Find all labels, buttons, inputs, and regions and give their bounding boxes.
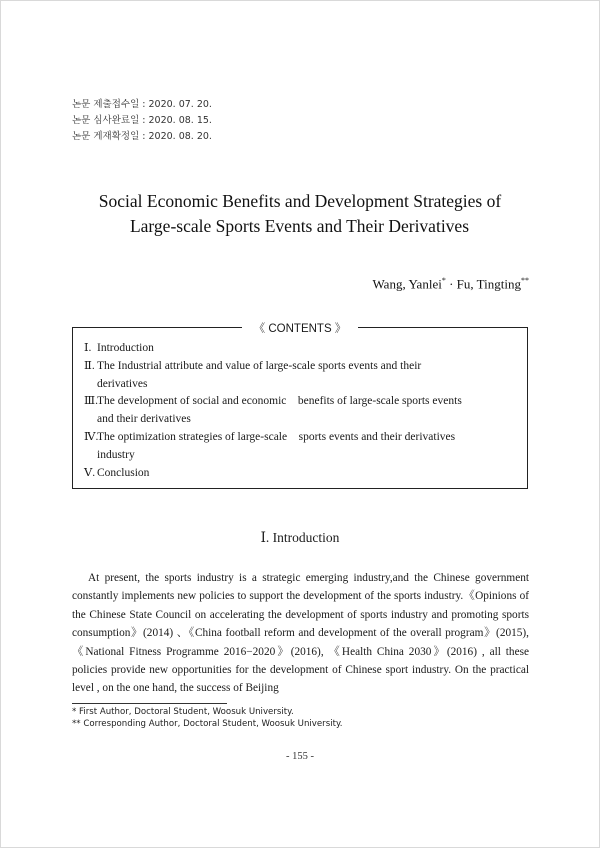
toc-item-text-continued: and their derivatives <box>97 413 191 426</box>
toc-item-text: The development of social and economic benefits of large-scale sports events <box>97 395 462 408</box>
date-received: 논문 제출접수일 : 2020. 07. 20. <box>72 99 212 110</box>
footnote-corresponding-author: ** Corresponding Author, Doctoral Student, Woosuk University. <box>72 718 343 729</box>
toc-item-number: Ⅴ. <box>84 466 96 479</box>
author-first: Wang, Yanlei <box>372 276 442 292</box>
author-separator: · <box>445 276 457 292</box>
toc-item-social-economic-development[interactable] <box>84 393 524 429</box>
submission-dates <box>72 97 212 145</box>
date-accepted: 논문 게재확정일 : 2020. 08. 20. <box>72 131 212 142</box>
section-heading-introduction: Ⅰ. Introduction <box>260 530 340 545</box>
paper-title-line-2: Large-scale Sports Events and Their Derivatives <box>129 216 470 236</box>
toc-item-text-continued: industry <box>97 448 135 461</box>
page-number: - 155 - <box>286 751 314 762</box>
footnotes <box>72 707 343 730</box>
body-paragraph: At present, the sports industry is a strategic emerging industry,and the Chinese government constantly implements new policies to support the development of the sports industry.《Opinions of the Chinese State Council on accelerating the development of sports industry and promoting sports consumption》(2014) 、《China football reform and development of the overall program》(2015), 《National Fitness Programme 2016−2020》(2016), 《Health China 2030》(2016) , all these policies provide new opportunities for the development of Chinese sport industry. On the practical level , on the one hand, the success of Beijing <box>72 572 529 695</box>
author-corresponding: Fu, Tingting <box>456 276 521 292</box>
author-first-mark: * <box>441 276 446 285</box>
paper-title-line-1: Social Economic Benefits and Development Strategies of <box>98 191 502 211</box>
contents-box <box>72 323 528 489</box>
date-reviewed: 논문 심사완료일 : 2020. 08. 15. <box>72 115 212 126</box>
toc-item-number: Ⅰ. <box>84 342 92 354</box>
toc-item-text: Conclusion <box>97 466 150 479</box>
footnote-divider <box>72 703 227 704</box>
contents-heading-label: 《 CONTENTS 》 <box>242 323 359 335</box>
table-of-contents <box>84 340 524 482</box>
toc-item-text: The optimization strategies of large-scale sports events and their derivatives <box>97 430 456 443</box>
toc-item-conclusion[interactable] <box>84 465 524 483</box>
toc-item-text-continued: derivatives <box>97 377 148 390</box>
author-corresponding-mark: ** <box>521 276 529 285</box>
body-text <box>72 569 529 698</box>
toc-item-industrial-attribute[interactable] <box>84 358 524 394</box>
toc-item-text: The Industrial attribute and value of large-scale sports events and their <box>97 359 422 372</box>
footnote-first-author: * First Author, Doctoral Student, Woosuk University. <box>72 707 294 717</box>
authors <box>372 276 529 292</box>
contents-heading <box>73 319 527 337</box>
toc-item-number: Ⅱ. <box>84 359 95 372</box>
paper-title <box>0 189 600 239</box>
toc-item-number: Ⅲ. <box>84 395 98 408</box>
toc-item-optimization-strategies[interactable] <box>84 429 524 465</box>
toc-item-number: Ⅳ. <box>84 430 99 443</box>
toc-item-text: Introduction <box>97 342 154 354</box>
toc-item-introduction[interactable] <box>84 340 524 358</box>
